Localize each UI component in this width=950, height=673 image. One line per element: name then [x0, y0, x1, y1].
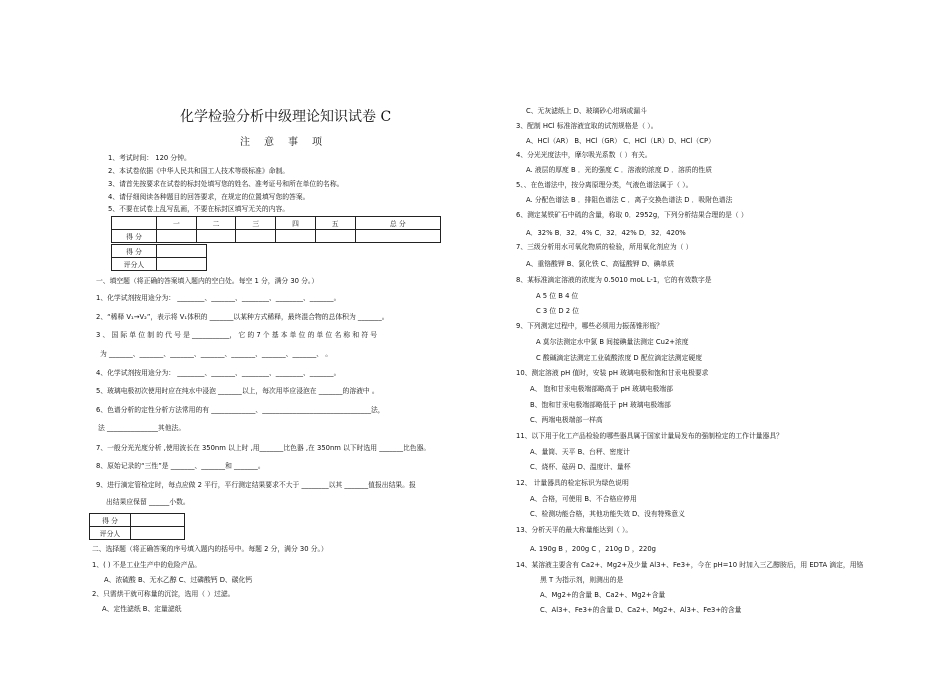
question-option: A. 190g B ，200g C ，210g D ，220g — [530, 545, 656, 553]
question-option: A、定性滤纸 B、定量滤纸 — [102, 605, 182, 613]
question-text: 3 、 国 际 单 位 制 的 代 号 是 ___________， 它 的 7 个 基 本 单 位 的 单 位 名 称 和 符 号 — [96, 331, 378, 339]
question-text: 14、某溶液主要含有 Ca2+、Mg2+及少量 Al3+、Fe3+，今在 pH=10 时加入三乙醇胺后，用 EDTA 滴定，用铬 — [516, 561, 864, 569]
score-box-label: 得 分 — [112, 245, 157, 258]
question-text: 6、色谱分析的定性分析方法常用的有 _____________、________________________________法， — [96, 406, 385, 414]
question-text: 5、玻璃电极初次使用时应在纯水中浸泡 _______以上，每次用毕应浸泡在 _______的溶液中 。 — [96, 387, 379, 395]
question-text: 2、只需烘干就可称量的沉淀，选用（ ）过滤。 — [92, 590, 235, 598]
question-option: A、合格，可使用 B、不合格应停用 — [530, 495, 637, 503]
question-text: 4、化学试剂按用途分为： ________、_______、________、________、_______。 — [96, 369, 341, 377]
question-text: 3、配制 HCl 标准溶液宜取的试剂规格是（ ）。 — [516, 122, 658, 130]
question-text: 6、测定某铁矿石中硫的含量，称取 0．2952g，下列分析结果合理的是（ ） — [516, 211, 748, 219]
question-text: 7、三级分析用水可氧化物质的检验，所用氧化剂应为（ ） — [516, 243, 693, 251]
score-header-4: 四 — [276, 217, 316, 230]
question-option: A、量筒、天平 B、台秤、密度计 — [530, 448, 630, 456]
question-option: C 酸碱滴定法测定工业硫酸浓度 D 配位滴定法测定硬度 — [536, 354, 702, 362]
question-text: 黑 T 为指示剂，则测出的是 — [540, 576, 624, 584]
question-option: A. 液层的厚度 B ．光的强度 C ．溶液的浓度 D ．溶质的性质 — [526, 166, 712, 174]
question-text: 11、以下用于化工产品检验的哪些器具属于国家计量局发布的强制检定的工作计量器具？ — [516, 432, 783, 440]
question-text: 8、某标准滴定溶液的浓度为 0.5010 moL L-1，它的有效数字是 — [516, 276, 712, 284]
question-option: A 5 位 B 4 位 — [536, 292, 579, 300]
question-text: 9、下列测定过程中，哪些必须用力振荡锥形瓶？ — [516, 322, 664, 330]
question-option: A、HCl（AR） B、HCl（GR） C、HCl（LR）D、HCl（CP） — [526, 137, 715, 145]
score-header-blank — [112, 217, 157, 230]
score-header-5: 五 — [315, 217, 355, 230]
question-option: B、饱和甘汞电极端部略低于 pH 玻璃电极端部 — [530, 401, 671, 409]
question-option: A. 分配色谱法 B ．排阻色谱法 C ．离子交换色谱法 D ．吸附色谱法 — [526, 196, 733, 204]
instruction-2: 2、本试卷依据《中华人民共和国工人技术等级标准》命制。 — [108, 167, 290, 175]
score-header-2: 二 — [196, 217, 236, 230]
question-text: 1、化学试剂按用途分为： ________、_______、________、________、_______。 — [96, 294, 341, 302]
question-option: C 3 位 D 2 位 — [536, 307, 580, 315]
question-option: A、浓硫酸 B、无水乙醇 C、过磷酸钙 D、碳化钙 — [104, 576, 253, 584]
question-text: 10、测定溶液 pH 值时，安装 pH 玻璃电极和饱和甘汞电极要求 — [516, 369, 709, 377]
score-header-1: 一 — [157, 217, 197, 230]
score-box-2 — [89, 513, 185, 540]
question-text: 8、原始记录的“三性”是 _______、_______和 _______。 — [96, 462, 265, 470]
question-text: 5、、在色谱法中，按分离原理分类，气液色谱法属于（ ）。 — [516, 181, 693, 189]
question-text: 2、“稀释 V₁→V₂”，表示将 V₁体积的 _______以某种方式稀释，最终混合物的总体积为 _______。 — [96, 313, 389, 321]
question-option: C、烧杯、砝码 D、温度计、量杯 — [530, 463, 631, 471]
question-option: C、Al3+、Fe3+的含量 D、Ca2+、Mg2+、Al3+、Fe3+的含量 — [540, 606, 742, 614]
question-text: 13、分析天平的最大称量能达到（ ）。 — [516, 526, 633, 534]
instruction-1: 1、考试时间： 120 分钟。 — [108, 154, 191, 162]
page-title: 化学检验分析中级理论知识试卷 C — [180, 109, 392, 125]
question-option: A 莫尔法测定水中氯 B 间接碘量法测定 Cu2+浓度 — [536, 338, 689, 346]
score-row-label: 得 分 — [112, 230, 157, 243]
instruction-5: 5、不要在试卷上乱写乱画，不要在标封区填写无关的内容。 — [108, 205, 290, 213]
instruction-4: 4、请仔细阅读各种题目的回答要求，在规定的位置填写您的答案。 — [108, 193, 310, 201]
question-option: A．32% B．32．4% C．32．42% D．32．420% — [526, 229, 686, 237]
question-option: C、检测功能合格，其他功能失效 D、没有特殊意义 — [530, 510, 685, 518]
question-text: 12、 计量器具的检定标识为绿色说明 — [516, 479, 629, 487]
question-option: A、 饱和甘汞电极端部略高于 pH 玻璃电极端部 — [530, 385, 673, 393]
score-table — [111, 216, 441, 243]
question-text: 1、( ) 不是工业生产中的危险产品。 — [92, 561, 202, 569]
notice-heading: 注意事项 — [240, 137, 336, 148]
question-option: A、重铬酸钾 B、氯化铁 C、高锰酸钾 D、碘单质 — [526, 260, 675, 268]
question-option: A、Mg2+的含量 B、Ca2+、Mg2+含量 — [540, 591, 666, 599]
question-text: 7、一般分光光度分析 ,使用波长在 350nm 以上时 ,用_______比色器 ,在 350nm 以下时选用 _______比色器。 — [96, 444, 431, 452]
question-text: 出结果应保留 ______小数。 — [106, 498, 190, 506]
question-option: C、两端电极端部一样高 — [530, 416, 603, 424]
grader-box-label: 评分人 — [112, 258, 157, 271]
question-option: C、无灰滤纸上 D、玻璃砂心坩埚或漏斗 — [526, 107, 647, 115]
question-text: 为 _______、_______、_______、_______、_______、_______、_______、 。 — [100, 350, 333, 358]
section-2-heading: 二、选择题（将正确答案的序号填入题内的括号中。每题 2 分，满分 30 分。） — [92, 545, 328, 553]
question-text: 4、分光光度法中，摩尔吸光系数（ ）有关。 — [516, 151, 652, 159]
score-box-1 — [111, 244, 207, 271]
question-text: 法 _______________其他法。 — [98, 424, 186, 432]
score-header-3: 三 — [236, 217, 276, 230]
grader-box-label: 评分人 — [90, 527, 131, 540]
instruction-3: 3、请首先按要求在试卷的标封处填写您的姓名、准考证号和所在单位的名称。 — [108, 180, 344, 188]
section-1-heading: 一、填空题（将正确的答案填入题内的空白处。每空 1 分，满分 30 分。） — [96, 277, 319, 285]
score-header-total: 总 分 — [355, 217, 440, 230]
score-box-label: 得 分 — [90, 514, 131, 527]
question-text: 9、进行滴定管检定时，每点应做 2 平行，平行测定结果要求不大于 ________以其 _______值报出结果。报 — [96, 481, 416, 489]
